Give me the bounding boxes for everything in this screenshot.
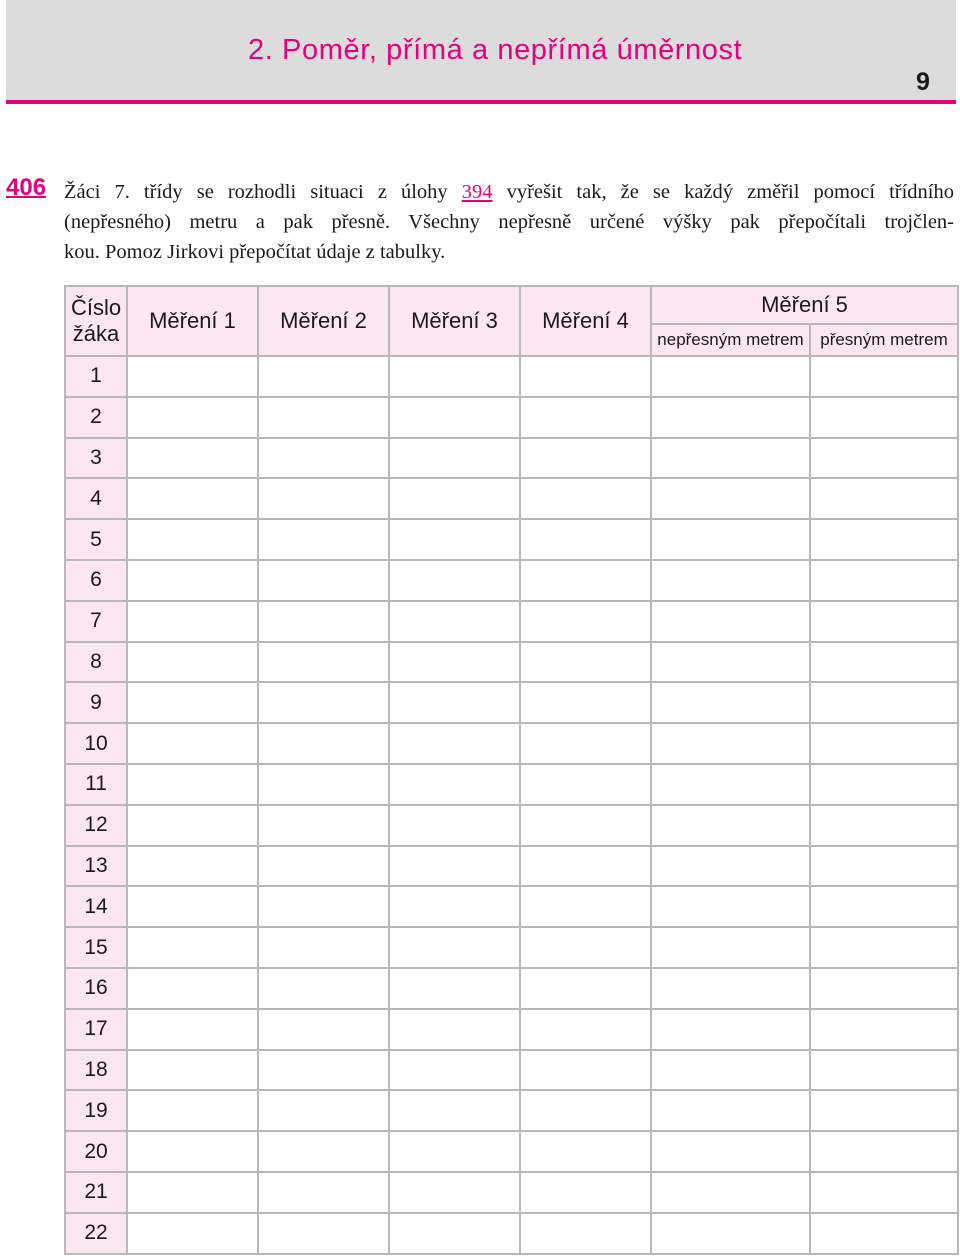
measurement-cell[interactable] — [389, 642, 520, 683]
measurement-table — [64, 285, 959, 1255]
measurement-cell[interactable] — [520, 642, 651, 683]
student-number-cell: 5 — [65, 519, 127, 560]
measurement-cell[interactable] — [258, 601, 389, 642]
measurement-cell[interactable] — [127, 601, 258, 642]
measurement-cell[interactable] — [127, 968, 258, 1009]
measurement-cell[interactable] — [127, 1009, 258, 1050]
measurement-cell[interactable] — [389, 478, 520, 519]
measurement-cell[interactable] — [127, 642, 258, 683]
measurement-cell[interactable] — [389, 1090, 520, 1131]
measurement-cell[interactable] — [258, 968, 389, 1009]
student-number-cell: 4 — [65, 478, 127, 519]
measurement-cell[interactable] — [651, 438, 810, 479]
measurement-cell[interactable] — [810, 356, 958, 397]
table-row — [65, 968, 958, 1009]
measurement-cell[interactable] — [810, 805, 958, 846]
measurement-cell[interactable] — [651, 886, 810, 927]
header-measurement-3: Měření 3 — [389, 286, 520, 356]
measurement-cell[interactable] — [651, 478, 810, 519]
table-row — [65, 601, 958, 642]
measurement-cell[interactable] — [651, 805, 810, 846]
measurement-cell[interactable] — [651, 1090, 810, 1131]
table-row — [65, 519, 958, 560]
table-row — [65, 478, 958, 519]
measurement-cell[interactable] — [810, 682, 958, 723]
measurement-cell[interactable] — [389, 846, 520, 887]
measurement-cell[interactable] — [810, 968, 958, 1009]
task-number: 406 — [6, 174, 47, 201]
measurement-cell[interactable] — [520, 601, 651, 642]
student-number-cell: 3 — [65, 438, 127, 479]
measurement-cell[interactable] — [389, 356, 520, 397]
measurement-cell[interactable] — [520, 846, 651, 887]
measurement-cell[interactable] — [651, 1009, 810, 1050]
measurement-cell[interactable] — [810, 886, 958, 927]
student-number-cell: 13 — [65, 846, 127, 887]
student-number-cell: 16 — [65, 968, 127, 1009]
measurement-cell[interactable] — [389, 397, 520, 438]
student-number-cell: 17 — [65, 1009, 127, 1050]
measurement-cell[interactable] — [810, 1213, 958, 1254]
student-number-cell: 20 — [65, 1131, 127, 1172]
measurement-cell[interactable] — [389, 968, 520, 1009]
measurement-cell[interactable] — [258, 397, 389, 438]
measurement-cell[interactable] — [810, 601, 958, 642]
student-number-cell: 2 — [65, 397, 127, 438]
measurement-cell[interactable] — [810, 764, 958, 805]
student-number-cell: 18 — [65, 1050, 127, 1091]
student-number-cell: 12 — [65, 805, 127, 846]
student-number-cell: 9 — [65, 682, 127, 723]
task-text-line-3: kou. Pomoz Jirkovi přepočítat údaje z tabulky. — [64, 241, 446, 263]
measurement-cell[interactable] — [258, 478, 389, 519]
measurement-cell[interactable] — [258, 805, 389, 846]
measurement-cell[interactable] — [389, 438, 520, 479]
measurement-cell[interactable] — [520, 1009, 651, 1050]
measurement-cell[interactable] — [127, 764, 258, 805]
table-body — [65, 356, 958, 1254]
measurement-cell[interactable] — [258, 1213, 389, 1254]
header-rule — [6, 100, 956, 104]
measurement-cell[interactable] — [651, 682, 810, 723]
measurement-cell[interactable] — [651, 642, 810, 683]
table-row — [65, 846, 958, 887]
measurement-cell[interactable] — [258, 438, 389, 479]
table-row — [65, 397, 958, 438]
measurement-cell[interactable] — [127, 846, 258, 887]
table-row — [65, 723, 958, 764]
header-m5-inaccurate: nepřesným metrem — [651, 324, 810, 356]
measurement-cell[interactable] — [651, 397, 810, 438]
measurement-cell[interactable] — [810, 642, 958, 683]
measurement-cell[interactable] — [651, 846, 810, 887]
measurement-cell[interactable] — [258, 846, 389, 887]
task-text — [64, 177, 954, 267]
measurement-cell[interactable] — [520, 886, 651, 927]
measurement-cell[interactable] — [389, 886, 520, 927]
measurement-cell[interactable] — [651, 1172, 810, 1213]
measurement-cell[interactable] — [127, 1050, 258, 1091]
table-row — [65, 1213, 958, 1254]
header-measurement-5: Měření 5 — [651, 286, 958, 324]
measurement-cell[interactable] — [258, 1090, 389, 1131]
measurement-cell[interactable] — [520, 682, 651, 723]
measurement-cell[interactable] — [389, 682, 520, 723]
measurement-cell[interactable] — [651, 560, 810, 601]
table-row — [65, 805, 958, 846]
measurement-cell[interactable] — [389, 560, 520, 601]
measurement-cell[interactable] — [520, 519, 651, 560]
measurement-cell[interactable] — [258, 1131, 389, 1172]
measurement-cell[interactable] — [651, 1213, 810, 1254]
table-row — [65, 1050, 958, 1091]
measurement-cell[interactable] — [258, 560, 389, 601]
table-row — [65, 438, 958, 479]
measurement-cell[interactable] — [258, 723, 389, 764]
measurement-cell[interactable] — [258, 764, 389, 805]
measurement-cell[interactable] — [258, 682, 389, 723]
measurement-cell[interactable] — [258, 1050, 389, 1091]
measurement-cell[interactable] — [520, 438, 651, 479]
measurement-cell[interactable] — [810, 560, 958, 601]
measurement-cell[interactable] — [127, 723, 258, 764]
task-text-line-2: (nepřesného) metru a pak přesně. Všechny nepřesně určené výšky pak přepočítali trojčlen- — [64, 211, 954, 233]
measurement-cell[interactable] — [810, 1009, 958, 1050]
measurement-cell[interactable] — [127, 805, 258, 846]
measurement-cell[interactable] — [389, 1172, 520, 1213]
measurement-cell[interactable] — [651, 968, 810, 1009]
table-row — [65, 764, 958, 805]
measurement-cell[interactable] — [389, 764, 520, 805]
measurement-cell[interactable] — [127, 478, 258, 519]
page-number: 9 — [916, 68, 930, 96]
measurement-cell[interactable] — [258, 356, 389, 397]
measurement-cell[interactable] — [520, 1090, 651, 1131]
measurement-cell[interactable] — [258, 886, 389, 927]
measurement-cell[interactable] — [520, 927, 651, 968]
task-text-line-1: Žáci 7. třídy se rozhodli situaci z úlohy 394 vyřešit tak, že se každý změřil pomocí třídního — [64, 181, 954, 203]
student-number-cell: 6 — [65, 560, 127, 601]
measurement-cell[interactable] — [520, 1172, 651, 1213]
table-row — [65, 886, 958, 927]
header-measurement-4: Měření 4 — [520, 286, 651, 356]
header-student-number: Číslo žáka — [65, 286, 127, 356]
measurement-cell[interactable] — [520, 356, 651, 397]
student-number-cell: 11 — [65, 764, 127, 805]
measurement-cell[interactable] — [258, 927, 389, 968]
table-row — [65, 927, 958, 968]
measurement-cell[interactable] — [520, 1131, 651, 1172]
measurement-cell[interactable] — [127, 927, 258, 968]
measurement-cell[interactable] — [389, 1131, 520, 1172]
measurement-cell[interactable] — [810, 846, 958, 887]
header-measurement-1: Měření 1 — [127, 286, 258, 356]
table-row — [65, 560, 958, 601]
measurement-cell[interactable] — [127, 438, 258, 479]
measurement-cell[interactable] — [389, 927, 520, 968]
measurement-cell[interactable] — [389, 723, 520, 764]
measurement-cell[interactable] — [520, 478, 651, 519]
table-row — [65, 682, 958, 723]
measurement-cell[interactable] — [651, 356, 810, 397]
measurement-cell[interactable] — [810, 1050, 958, 1091]
student-number-cell: 14 — [65, 886, 127, 927]
measurement-cell[interactable] — [127, 886, 258, 927]
measurement-cell[interactable] — [810, 519, 958, 560]
student-number-cell: 1 — [65, 356, 127, 397]
measurement-cell[interactable] — [810, 397, 958, 438]
measurement-cell[interactable] — [389, 1050, 520, 1091]
measurement-cell[interactable] — [810, 723, 958, 764]
measurement-cell[interactable] — [520, 805, 651, 846]
measurement-cell[interactable] — [389, 1213, 520, 1254]
student-number-cell: 10 — [65, 723, 127, 764]
measurement-cell[interactable] — [651, 519, 810, 560]
measurement-cell[interactable] — [127, 1131, 258, 1172]
measurement-cell[interactable] — [127, 1172, 258, 1213]
measurement-cell[interactable] — [389, 601, 520, 642]
measurement-cell[interactable] — [520, 968, 651, 1009]
measurement-cell[interactable] — [127, 519, 258, 560]
measurement-cell[interactable] — [651, 723, 810, 764]
measurement-cell[interactable] — [520, 1050, 651, 1091]
measurement-cell[interactable] — [389, 805, 520, 846]
measurement-cell[interactable] — [520, 397, 651, 438]
table-row — [65, 1009, 958, 1050]
measurement-cell[interactable] — [127, 560, 258, 601]
measurement-cell[interactable] — [810, 1131, 958, 1172]
measurement-cell[interactable] — [127, 1213, 258, 1254]
measurement-cell[interactable] — [389, 519, 520, 560]
measurement-cell[interactable] — [258, 1172, 389, 1213]
measurement-cell[interactable] — [258, 1009, 389, 1050]
header-measurement-2: Měření 2 — [258, 286, 389, 356]
measurement-cell[interactable] — [651, 601, 810, 642]
student-number-cell: 21 — [65, 1172, 127, 1213]
measurement-cell[interactable] — [520, 560, 651, 601]
measurement-cell[interactable] — [127, 356, 258, 397]
table-row — [65, 1131, 958, 1172]
measurement-cell[interactable] — [127, 1090, 258, 1131]
measurement-cell[interactable] — [810, 927, 958, 968]
table-row — [65, 1172, 958, 1213]
measurement-cell[interactable] — [258, 519, 389, 560]
measurement-cell[interactable] — [258, 642, 389, 683]
student-number-cell: 22 — [65, 1213, 127, 1254]
measurement-cell[interactable] — [520, 764, 651, 805]
measurement-cell[interactable] — [810, 438, 958, 479]
measurement-cell[interactable] — [389, 1009, 520, 1050]
measurement-cell[interactable] — [651, 1050, 810, 1091]
table-row — [65, 642, 958, 683]
student-number-cell: 15 — [65, 927, 127, 968]
measurement-cell[interactable] — [810, 1090, 958, 1131]
measurement-cell[interactable] — [520, 1213, 651, 1254]
measurement-cell[interactable] — [127, 682, 258, 723]
table-row — [65, 1090, 958, 1131]
student-number-cell: 8 — [65, 642, 127, 683]
measurement-cell[interactable] — [810, 478, 958, 519]
student-number-cell: 7 — [65, 601, 127, 642]
measurement-cell[interactable] — [127, 397, 258, 438]
chapter-title: 2. Poměr, přímá a nepřímá úměrnost — [248, 34, 743, 66]
table-row — [65, 356, 958, 397]
measurement-cell[interactable] — [651, 927, 810, 968]
student-number-cell: 19 — [65, 1090, 127, 1131]
header-m5-accurate: přesným metrem — [810, 324, 958, 356]
measurement-cell[interactable] — [520, 723, 651, 764]
task-reference-link[interactable]: 394 — [461, 181, 493, 203]
measurement-cell[interactable] — [651, 1131, 810, 1172]
measurement-cell[interactable] — [810, 1172, 958, 1213]
measurement-cell[interactable] — [651, 764, 810, 805]
